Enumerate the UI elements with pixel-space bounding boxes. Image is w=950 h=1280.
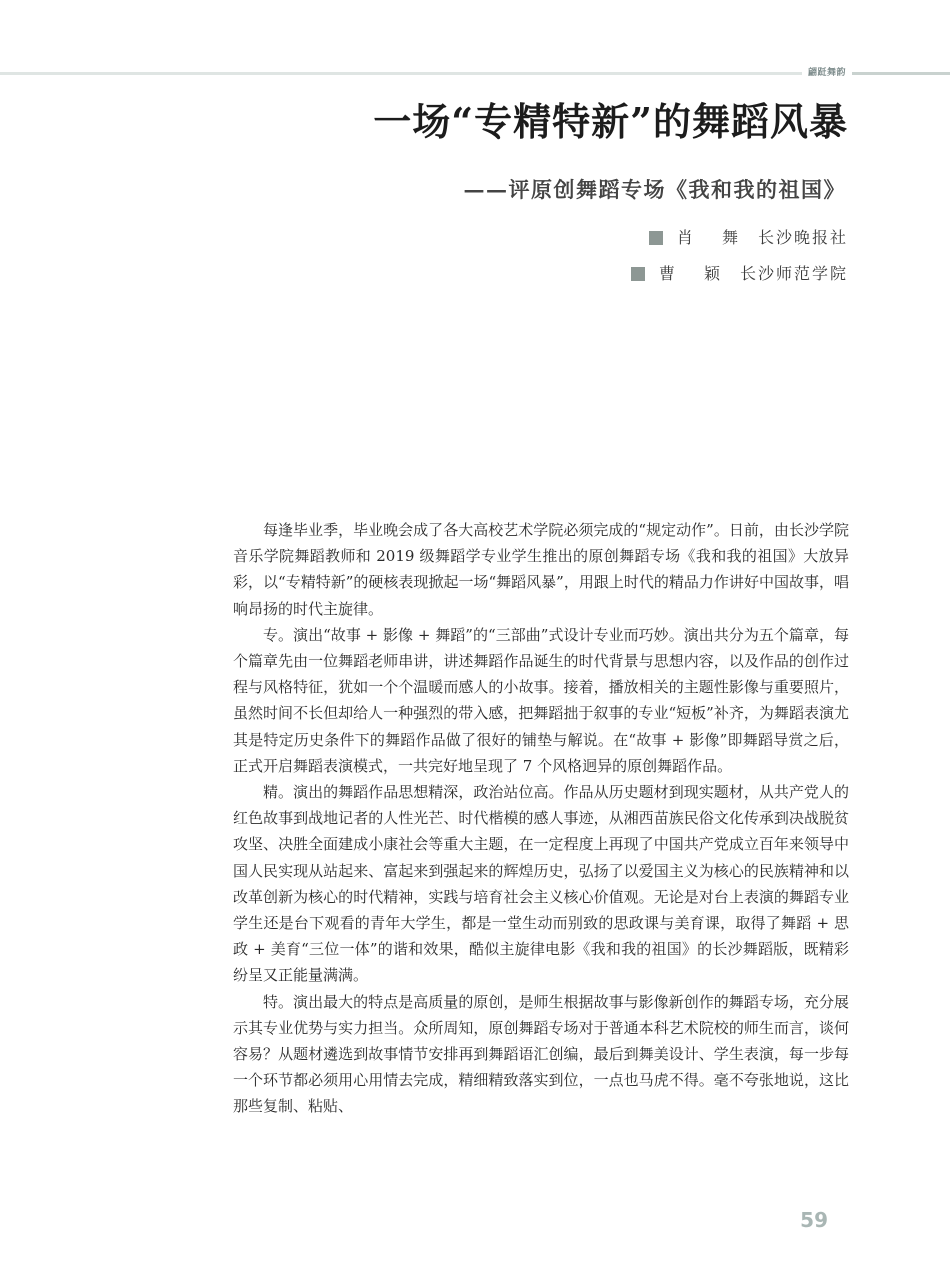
author-line	[649, 227, 848, 249]
header-rule-accent	[848, 72, 950, 75]
square-bullet-icon	[631, 267, 645, 281]
article-body	[233, 517, 849, 1120]
author-affiliation: 长沙师范学院	[739, 264, 848, 283]
author-affiliation: 长沙晚报社	[757, 228, 848, 247]
article-subtitle: ——评原创舞蹈专场《我和我的祖国》	[463, 177, 846, 202]
paragraph: 专。演出“故事 + 影像 + 舞蹈”的“三部曲”式设计专业而巧妙。演出共分为五个篇章，每个篇章先由一位舞蹈老师串讲，讲述舞蹈作品诞生的时代背景与思想内容，以及作品的创作过程与风格特征，犹如一个个温暖而感人的小故事。接着，播放相关的主题性影像与重要照片，虽然时间不长但却给人一种强烈的带入感，把舞蹈拙于叙事的专业“短板”补齐，为舞蹈表演尤其是特定历史条件下的舞蹈作品做了很好的铺垫与解说。在“故事 + 影像”即舞蹈导赏之后，正式开启舞蹈表演模式，一共完好地呈现了 7 个风格迥异的原创舞蹈作品。	[233, 625, 849, 775]
author-name: 肖 舞	[676, 228, 750, 247]
author-name: 曹 颖	[658, 264, 732, 283]
article-title: 一场“专精特新”的舞蹈风暴	[373, 99, 848, 144]
square-bullet-icon	[649, 231, 663, 245]
paragraph: 特。演出最大的特点是高质量的原创，是师生根据故事与影像新创作的舞蹈专场，充分展示其专业优势与实力担当。众所周知，原创舞蹈专场对于普通本科艺术院校的师生而言，谈何容易？从题材遴选到故事情节安排再到舞蹈语汇创编，最后到舞美设计、学生表演，每一步每一个环节都必须用心用情去完成，精细精致落实到位，一点也马虎不得。毫不夸张地说，这比那些复制、粘贴、	[233, 992, 849, 1116]
paragraph: 每逢毕业季，毕业晚会成了各大高校艺术学院必须完成的“规定动作”。日前，由长沙学院音乐学院舞蹈教师和 2019 级舞蹈学专业学生推出的原创舞蹈专场《我和我的祖国》大放异彩，以“专精特新”的硬核表现掀起一场“舞蹈风暴”，用跟上时代的精品力作讲好中国故事，唱响昂扬的时代主旋律。	[233, 521, 849, 618]
section-label: 翩跹舞韵	[802, 65, 852, 81]
author-line	[631, 263, 848, 285]
page-number: 59	[800, 1208, 828, 1232]
paragraph: 精。演出的舞蹈作品思想精深，政治站位高。作品从历史题材到现实题材，从共产党人的红色故事到战地记者的人性光芒、时代楷模的感人事迹，从湘西苗族民俗文化传承到决战脱贫攻坚、决胜全面建成小康社会等重大主题，在一定程度上再现了中国共产党成立百年来领导中国人民实现从站起来、富起来到强起来的辉煌历史，弘扬了以爱国主义为核心的民族精神和以改革创新为核心的时代精神，实践与培育社会主义核心价值观。无论是对台上表演的舞蹈专业学生还是台下观看的青年大学生，都是一堂生动而别致的思政课与美育课，取得了舞蹈 + 思政 + 美育“三位一体”的谐和效果，酷似主旋律电影《我和我的祖国》的长沙舞蹈版，既精彩纷呈又正能量满满。	[233, 783, 849, 985]
